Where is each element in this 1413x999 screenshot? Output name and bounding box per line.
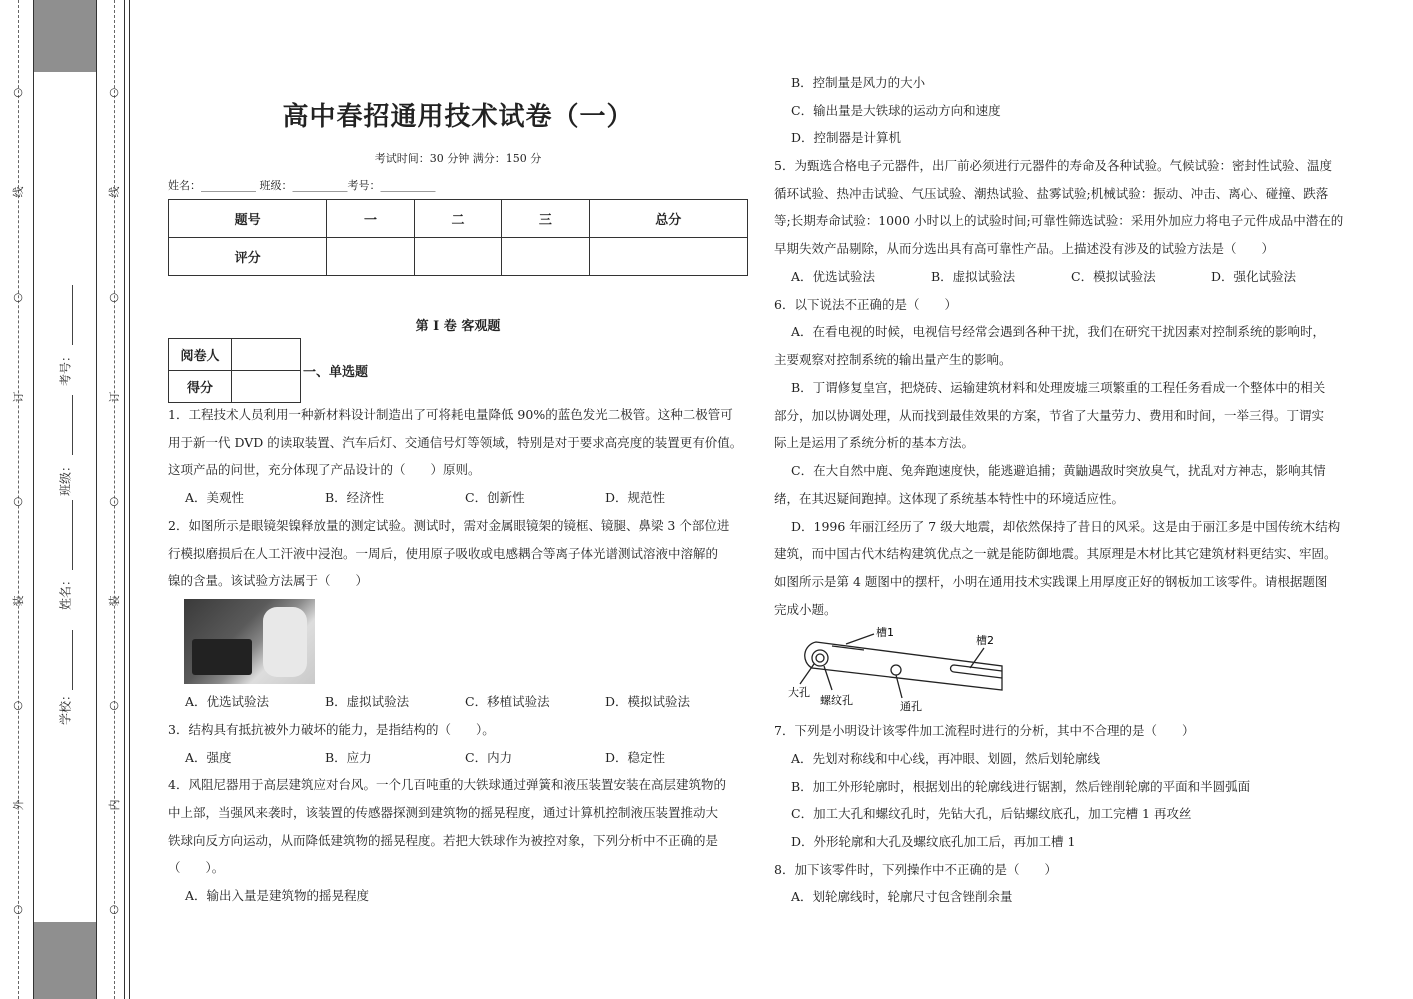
option[interactable]: B．虚拟试验法 — [931, 269, 1016, 284]
answer-options — [185, 484, 745, 512]
grader-score-label: 得分 — [169, 371, 232, 403]
answer-options — [185, 688, 745, 716]
inner-mark: ○ — [109, 902, 119, 916]
option-line[interactable]: D．控制器是计算机 — [791, 130, 902, 145]
score-cell[interactable] — [589, 238, 747, 276]
inner-mark: 内 — [108, 799, 121, 811]
figure-label-through-hole: 通孔 — [900, 700, 922, 713]
outer-mark: 订 — [12, 391, 25, 403]
option[interactable]: D．模拟试验法 — [605, 694, 691, 709]
question-line: 7．下列是小明设计该零件加工流程时进行的分析，其中不合理的是（ ） — [774, 723, 1195, 738]
grader-box — [168, 338, 301, 403]
part-title: 一、单选题 — [303, 365, 369, 380]
option-line[interactable]: A．在看电视的时候，电视信号经常会遇到各种干扰，我们在研究干扰因素对控制系统的影响时， — [791, 324, 1326, 339]
score-header: 三 — [502, 200, 589, 238]
class-field-line[interactable] — [72, 395, 73, 455]
grader-score-cell[interactable] — [232, 371, 301, 403]
nickel-test-photo — [184, 599, 315, 684]
inner-mark: ○ — [109, 698, 119, 712]
figure-label-big-hole: 大孔 — [788, 686, 810, 699]
score-cell[interactable] — [502, 238, 589, 276]
question-line: 中上部，当强风来袭时，该装置的传感器探测到建筑物的摇晃程度，通过计算机控制液压装置推动大 — [168, 805, 719, 820]
inner-mark: ○ — [109, 290, 119, 304]
score-table — [168, 199, 748, 276]
student-info-line: 姓名：__________ 班级：__________考号：__________ — [168, 179, 436, 192]
margin-gray-top — [34, 0, 96, 72]
outer-mark: ○ — [13, 494, 23, 508]
option-line[interactable]: B．加工外形轮廓时，根据划出的轮廓线进行锯割，然后锉削轮廓的平面和半圆弧面 — [791, 779, 1251, 794]
question-line: 铁球向反方向运动，从而降低建筑物的摇晃程度。若把大铁球作为被控对象，下列分析中不正确的是 — [168, 833, 719, 848]
name-field-line[interactable] — [72, 500, 73, 570]
figure-label-slot2: 槽2 — [976, 634, 994, 647]
option-line[interactable]: D．外形轮廓和大孔及螺纹底孔加工后，再加工槽 1 — [791, 834, 1076, 849]
option[interactable]: B．经济性 — [325, 490, 385, 505]
figure-label-thread-hole: 螺纹孔 — [820, 694, 853, 707]
margin-gray-bottom — [34, 922, 96, 999]
option[interactable]: A．美观性 — [185, 490, 245, 505]
question-line: 6．以下说法不正确的是（ ） — [774, 297, 957, 312]
inner-mark: 装 — [108, 595, 121, 607]
question-line: 镍的含量。该试验方法属于（ ） — [168, 573, 369, 588]
score-header: 一 — [327, 200, 414, 238]
option[interactable]: C．模拟试验法 — [1071, 269, 1156, 284]
score-header: 总分 — [589, 200, 747, 238]
question-line: 行模拟磨损后在人工汗液中浸泡。一周后，使用原子吸收或电感耦合等离子体光谱测试溶液中溶解的 — [168, 546, 719, 561]
school-field-line[interactable] — [72, 630, 73, 690]
outer-mark: ○ — [13, 902, 23, 916]
option-line: 主要观察对控制系统的输出量产生的影响。 — [774, 352, 1012, 367]
grader-reviewer-cell[interactable] — [232, 339, 301, 371]
answer-options — [185, 744, 745, 772]
option-line[interactable]: B．丁谓修复皇宫，把烧砖、运输建筑材料和处理废墟三项繁重的工程任务看成一个整体中的相关 — [791, 380, 1326, 395]
score-header: 题号 — [169, 200, 327, 238]
question-line: 这项产品的问世，充分体现了产品设计的（ ）原则。 — [168, 462, 481, 477]
question-line: 8．加下该零件时，下列操作中不正确的是（ ） — [774, 862, 1057, 877]
option-line: 际上是运用了系统分析的基本方法。 — [774, 435, 975, 450]
class-field-label: 班级： — [58, 459, 73, 497]
option-line: 建筑，而中国古代木结构建筑优点之一就是能防御地震。其原理是木材比其它建筑材料更结实、牢固。 — [774, 546, 1337, 561]
school-field-label: 学校： — [58, 688, 73, 726]
score-cell[interactable] — [414, 238, 501, 276]
option[interactable]: C．创新性 — [465, 490, 525, 505]
score-cell[interactable] — [327, 238, 414, 276]
question-line: 用于新一代 DVD 的读取装置、汽车后灯、交通信号灯等领域，特别是对于要求高亮度的装置更有价值。 — [168, 435, 743, 450]
outer-mark: ○ — [13, 698, 23, 712]
question-line: 3．结构具有抵抗被外力破坏的能力，是指结构的（ ）。 — [168, 722, 495, 737]
exam-title: 高中春招通用技术试卷（一） — [282, 102, 634, 132]
option-line: 绪，在其迟疑间跑掉。这体现了系统基本特性中的环境适应性。 — [774, 491, 1125, 506]
question-line: 4．风阻尼器用于高层建筑应对台风。一个几百吨重的大铁球通过弹簧和液压装置安装在高层建筑物的 — [168, 777, 726, 792]
option[interactable]: B．虚拟试验法 — [325, 694, 410, 709]
grader-reviewer-label: 阅卷人 — [169, 339, 232, 371]
inner-mark: ○ — [109, 494, 119, 508]
swing-arm-figure — [784, 624, 1034, 716]
question-line: 完成小题。 — [774, 602, 837, 617]
option[interactable]: D．稳定性 — [605, 750, 666, 765]
option-line[interactable]: D．1996 年丽江经历了 7 级大地震，却依然保持了昔日的风采。这是由于丽江多是中国传统木结构 — [791, 519, 1341, 534]
figure-label-slot1: 槽1 — [876, 626, 894, 639]
inner-mark: 线 — [108, 186, 121, 198]
inner-mark: ○ — [109, 85, 119, 99]
exam-number-field-line[interactable] — [72, 285, 73, 345]
option-line[interactable]: A．先划对称线和中心线，再冲眼、划圆，然后划轮廓线 — [791, 751, 1101, 766]
outer-mark: ○ — [13, 85, 23, 99]
option-line: 部分，加以协调处理，从而找到最佳效果的方案，节省了大量劳力、费用和时间，一举三得。丁谓实 — [774, 408, 1325, 423]
question-line: 1．工程技术人员利用一种新材料设计制造出了可将耗电量降低 90%的蓝色发光二极管。这种二极管可 — [168, 407, 733, 422]
question-line: A．输出入量是建筑物的摇晃程度 — [185, 888, 370, 903]
option[interactable]: D．强化试验法 — [1211, 269, 1297, 284]
score-header: 二 — [414, 200, 501, 238]
question-line: 早期失效产品剔除，从而分选出具有高可靠性产品。上描述没有涉及的试验方法是（ ） — [774, 241, 1275, 256]
answer-options — [791, 263, 1351, 291]
option-line[interactable]: C．加工大孔和螺纹孔时，先钻大孔，后钻螺纹底孔，加工完槽 1 再攻丝 — [791, 806, 1192, 821]
option[interactable]: B．应力 — [325, 750, 372, 765]
question-line: 如图所示是第 4 题图中的摆杆，小明在通用技术实践课上用厚度正好的钢板加工该零件。请根据题图 — [774, 574, 1328, 589]
question-line: 循环试验、热冲击试验、气压试验、潮热试验、盐雾试验;机械试验：振动、冲击、离心、碰撞、跌落 — [774, 186, 1329, 201]
option-line[interactable]: C．在大自然中鹿、兔奔跑速度快，能逃避追捕；黄鼬遇敌时突放臭气，扰乱对方神志，影响其情 — [791, 463, 1326, 478]
question-line: 等;长期寿命试验：1000 小时以上的试验时间;可靠性筛选试验：采用外加应力将电子元件成品中潜在的 — [774, 213, 1344, 228]
exam-subtitle: 考试时间：30 分钟 满分：150 分 — [374, 152, 542, 165]
outer-mark: 外 — [12, 799, 25, 811]
option[interactable]: A．优选试验法 — [185, 694, 270, 709]
question-line: （ ）。 — [168, 860, 225, 875]
question-line: 5．为甄选合格电子元器件，出厂前必须进行元器件的寿命及各种试验。气候试验：密封性试验、温度 — [774, 158, 1332, 173]
option[interactable]: C．移植试验法 — [465, 694, 550, 709]
option-line[interactable]: C．输出量是大铁球的运动方向和速度 — [791, 103, 1001, 118]
outer-mark: 装 — [12, 595, 25, 607]
option[interactable]: A．优选试验法 — [791, 269, 876, 284]
score-row-label: 评分 — [169, 238, 327, 276]
question-line: 2．如图所示是眼镜架镍释放量的测定试验。测试时，需对金属眼镜架的镜框、镜腿、鼻梁 3 个部位进 — [168, 518, 730, 533]
name-field-label: 姓名： — [58, 573, 73, 611]
outer-mark: ○ — [13, 290, 23, 304]
option[interactable]: D．规范性 — [605, 490, 666, 505]
exam-number-field-label: 考号： — [58, 349, 73, 387]
option-line[interactable]: A．划轮廓线时，轮廓尺寸包含锉削余量 — [791, 889, 1013, 904]
inner-mark: 订 — [108, 391, 121, 403]
option[interactable]: C．内力 — [465, 750, 513, 765]
option-line[interactable]: B．控制量是风力的大小 — [791, 75, 926, 90]
section-heading: 第 I 卷 客观题 — [415, 319, 501, 334]
outer-mark: 线 — [12, 186, 25, 198]
option[interactable]: A．强度 — [185, 750, 232, 765]
